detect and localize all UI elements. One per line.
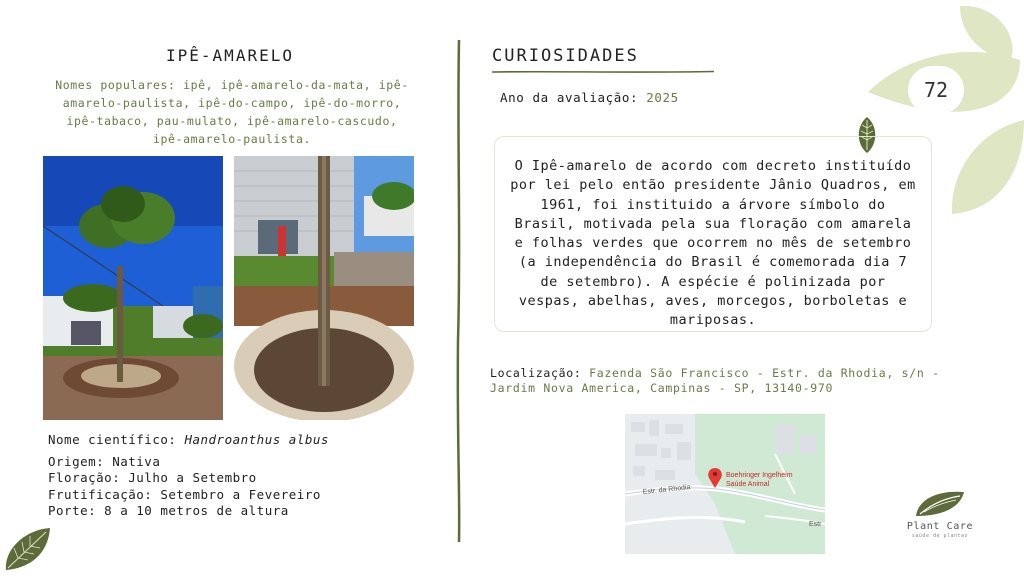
scientific-name [48,432,329,447]
location-label: Localização: [490,366,582,380]
map-road-label-2: Estr [809,521,822,528]
map-pin-label-1: Boehringer Ingelheim [726,472,793,479]
fruiting: Frutificação: Setembro a Fevereiro [48,487,321,502]
brand-tagline: saúde de plantas [911,533,969,539]
curiosity-text: O Ipê-amarelo de acordo com decreto instituído por lei pelo então presidente Jânio Quadros, em 1961, foi instituido a árvore símbolo do Brasil, motivada pela sua floração com amarela e folhas verdes que ocorrem no mês de setembro (a independência do Brasil é comemorada dia 7 de setembro). A espécie é polinizada por vespas, abelhas, aves, morcegos, borboletas e mariposas. [510,158,916,329]
origin: Origem: Nativa [48,454,161,469]
curiosity-box [494,136,932,332]
decorative-leaf-bottom-left [2,526,52,572]
evaluation-year-label: Ano da avaliação: [500,90,639,105]
flowering: Floração: Julho a Setembro [48,470,257,485]
title-underline [492,70,714,74]
plant-care-logo-icon [912,488,968,518]
location [490,366,980,396]
plant-title: IPÊ-AMARELO [166,46,294,65]
location-value: Fazenda São Francisco - Estr. da Rhodia, s/n - Jardim Nova America, Campinas - SP, 13140-970 [490,366,940,395]
page-number: 72 [908,66,964,114]
evaluation-year [500,90,679,105]
map-road-label: Estr. da Rhodia [642,484,691,496]
curiosities-title: CURIOSIDADES [492,46,639,66]
size: Porte: 8 a 10 metros de altura [48,503,289,518]
tree-photo-2 [234,156,414,420]
tree-photo-1 [43,156,223,420]
evaluation-year-value: 2025 [646,90,679,105]
scientific-name-label: Nome científico: [48,432,177,447]
column-divider [455,40,463,542]
location-map[interactable] [625,414,825,554]
brand-name: Plant Care [906,521,974,532]
scientific-name-value: Handroanthus albus [184,432,329,447]
map-pin-label-2: Saúde Animal [726,481,770,488]
popular-names: Nomes populares: ipê, ipê-amarelo-da-mata, ipê-amarelo-paulista, ipê-do-campo, ipê-do-morro, ipê-tabaco, pau-mulato, ipê-amarelo-cascudo, ipê-amarelo-paulista. [55,78,409,146]
